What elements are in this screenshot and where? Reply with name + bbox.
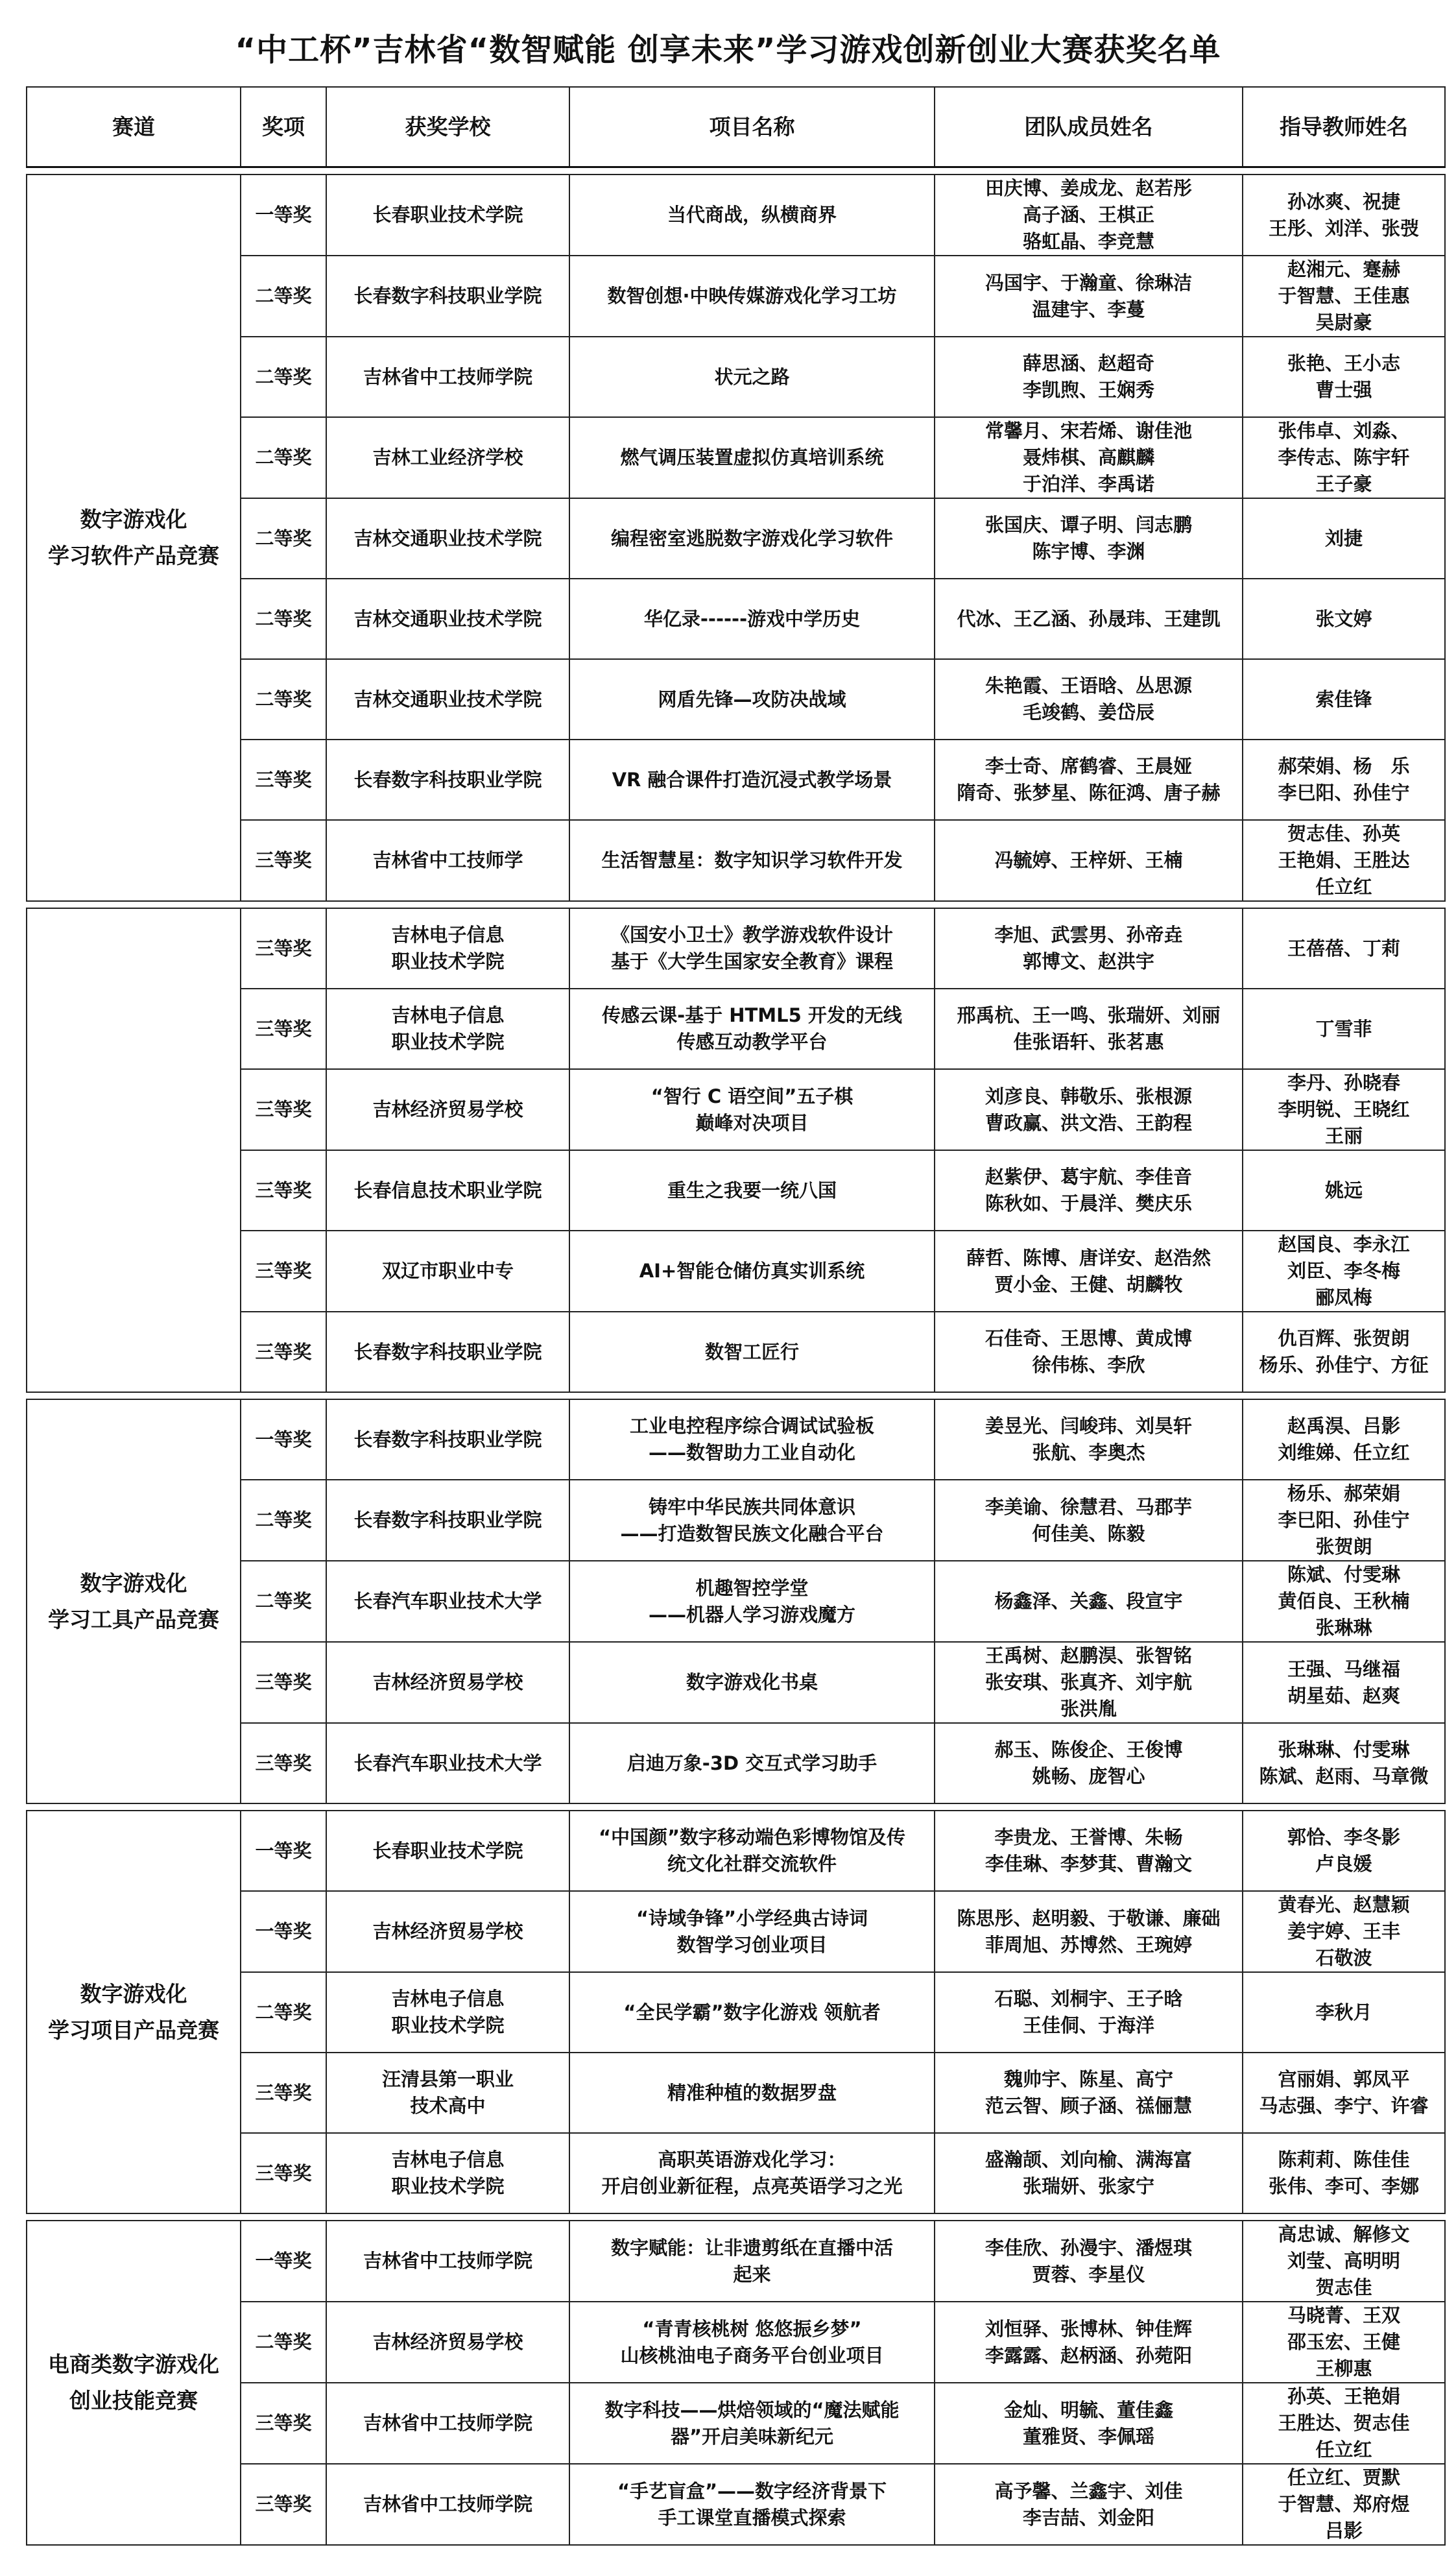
school-cell: 长春数字科技职业学院 <box>326 1312 569 1392</box>
project-cell: “青青核桃树 悠悠振乡梦” 山核桃油电子商务平台创业项目 <box>569 2302 935 2383</box>
award-cell: 三等奖 <box>241 1231 326 1312</box>
award-cell: 一等奖 <box>241 1891 326 1972</box>
header-members: 团队成员姓名 <box>935 87 1243 167</box>
advisors-cell: 张文婷 <box>1243 579 1445 659</box>
members-cell: 李士奇、席鹤睿、王晨娅 隋奇、张梦星、陈征鸿、唐子赫 <box>935 740 1243 820</box>
award-cell: 二等奖 <box>241 1480 326 1561</box>
members-cell: 石聪、刘桐宇、王子晗 王佳侗、于海洋 <box>935 1972 1243 2053</box>
award-cell: 三等奖 <box>241 2053 326 2133</box>
advisors-cell: 李丹、孙晓春 李明锐、王晓红 王丽 <box>1243 1069 1445 1150</box>
award-group <box>26 1399 1446 1804</box>
members-cell: 冯国宇、于瀚童、徐琳洁 温建宇、李蔓 <box>935 256 1243 337</box>
advisors-cell: 宫丽娟、郭凤平 马志强、李宁、许睿 <box>1243 2053 1445 2133</box>
table-row <box>27 175 1445 256</box>
school-cell: 吉林交通职业技术学院 <box>326 659 569 740</box>
members-cell: 金灿、明毓、董佳鑫 董雅贤、李佩瑶 <box>935 2383 1243 2464</box>
award-cell: 二等奖 <box>241 659 326 740</box>
award-cell: 二等奖 <box>241 579 326 659</box>
members-cell: 李贵龙、王誉博、朱畅 李佳琳、李梦萁、曹瀚文 <box>935 1811 1243 1891</box>
members-cell: 田庆博、姜成龙、赵若彤 高子涵、王棋正 骆虹晶、李竞慧 <box>935 175 1243 256</box>
header-row <box>27 87 1445 167</box>
project-cell: 《国安小卫士》教学游戏软件设计 基于《大学生国家安全教育》课程 <box>569 908 935 989</box>
school-cell: 汪清县第一职业 技术高中 <box>326 2053 569 2133</box>
project-cell: 生活智慧星：数字知识学习软件开发 <box>569 820 935 901</box>
school-cell: 长春汽车职业技术大学 <box>326 1723 569 1803</box>
track-cell: 数字游戏化 学习软件产品竞赛 <box>27 175 241 901</box>
members-cell: 薛思涵、赵超奇 李凯煦、王娴秀 <box>935 337 1243 417</box>
header-project: 项目名称 <box>569 87 935 167</box>
advisors-cell: 郝荣娟、杨 乐 李巳阳、孙佳宁 <box>1243 740 1445 820</box>
school-cell: 长春职业技术学院 <box>326 175 569 256</box>
project-cell: 启迪万象-3D 交互式学习助手 <box>569 1723 935 1803</box>
header-school: 获奖学校 <box>326 87 569 167</box>
school-cell: 吉林电子信息 职业技术学院 <box>326 1972 569 2053</box>
project-cell: 编程密室逃脱数字游戏化学习软件 <box>569 498 935 579</box>
award-cell: 三等奖 <box>241 820 326 901</box>
advisors-cell: 陈莉莉、陈佳佳 张伟、李可、李娜 <box>1243 2133 1445 2213</box>
members-cell: 杨鑫泽、关鑫、段宣宇 <box>935 1561 1243 1642</box>
school-cell: 吉林省中工技师学院 <box>326 337 569 417</box>
advisors-cell: 马晓菁、王双 邵玉宏、王健 王柳惠 <box>1243 2302 1445 2383</box>
project-cell: 数字赋能：让非遗剪纸在直播中活 起来 <box>569 2221 935 2302</box>
project-cell: “全民学霸”数字化游戏 领航者 <box>569 1972 935 2053</box>
award-cell: 二等奖 <box>241 1972 326 2053</box>
header-track: 赛道 <box>27 87 241 167</box>
advisors-cell: 张琳琳、付雯琳 陈斌、赵雨、马章微 <box>1243 1723 1445 1803</box>
advisors-cell: 赵禹淏、吕影 刘维娣、任立红 <box>1243 1399 1445 1480</box>
project-cell: “手艺盲盒”——数字经济背景下 手工课堂直播模式探索 <box>569 2464 935 2545</box>
advisors-cell: 丁雪菲 <box>1243 989 1445 1069</box>
award-group <box>26 2220 1446 2546</box>
header-advisors: 指导教师姓名 <box>1243 87 1445 167</box>
award-cell: 三等奖 <box>241 1069 326 1150</box>
table-row <box>27 1399 1445 1480</box>
project-cell: “诗域争锋”小学经典古诗词 数智学习创业项目 <box>569 1891 935 1972</box>
members-cell: 代冰、王乙涵、孙晟玮、王建凯 <box>935 579 1243 659</box>
award-group <box>26 1810 1446 2214</box>
project-cell: 传感云课-基于 HTML5 开发的无线 传感互动教学平台 <box>569 989 935 1069</box>
advisors-cell: 杨乐、郝荣娟 李巳阳、孙佳宁 张贺朗 <box>1243 1480 1445 1561</box>
members-cell: 刘彦良、韩敬乐、张根源 曹政赢、洪文浩、王韵程 <box>935 1069 1243 1150</box>
award-groups <box>26 174 1444 2546</box>
project-cell: 当代商战，纵横商界 <box>569 175 935 256</box>
school-cell: 吉林工业经济学校 <box>326 417 569 498</box>
project-cell: 数智工匠行 <box>569 1312 935 1392</box>
school-cell: 长春职业技术学院 <box>326 1811 569 1891</box>
table-row <box>27 2221 1445 2302</box>
school-cell: 长春数字科技职业学院 <box>326 740 569 820</box>
project-cell: 燃气调压装置虚拟仿真培训系统 <box>569 417 935 498</box>
award-cell: 三等奖 <box>241 1150 326 1231</box>
award-cell: 三等奖 <box>241 1312 326 1392</box>
members-cell: 盛瀚颉、刘向榆、满海富 张瑞妍、张家宁 <box>935 2133 1243 2213</box>
members-cell: 石佳奇、王思博、黄成博 徐伟栋、李欣 <box>935 1312 1243 1392</box>
school-cell: 吉林电子信息 职业技术学院 <box>326 908 569 989</box>
award-cell: 二等奖 <box>241 498 326 579</box>
award-cell: 三等奖 <box>241 989 326 1069</box>
members-cell: 朱艳霞、王语晗、丛思源 毛竣鹤、姜岱辰 <box>935 659 1243 740</box>
page-title: “中工杯”吉林省“数智赋能 创享未来”学习游戏创新创业大赛获奖名单 <box>235 32 1221 68</box>
members-cell: 魏帅宇、陈星、高宁 范云智、顾子涵、禚俪慧 <box>935 2053 1243 2133</box>
advisors-cell: 黄春光、赵慧颖 姜宇婷、王丰 石敬波 <box>1243 1891 1445 1972</box>
track-cell: 数字游戏化 学习工具产品竞赛 <box>27 1399 241 1803</box>
table-row <box>27 1811 1445 1891</box>
advisors-cell: 王蓓蓓、丁莉 <box>1243 908 1445 989</box>
members-cell: 李旭、武雲男、孙帝垚 郭博文、赵洪宇 <box>935 908 1243 989</box>
members-cell: 李美谕、徐慧君、马郡芋 何佳美、陈毅 <box>935 1480 1243 1561</box>
project-cell: 重生之我要一统八国 <box>569 1150 935 1231</box>
school-cell: 吉林交通职业技术学院 <box>326 498 569 579</box>
school-cell: 吉林省中工技师学 <box>326 820 569 901</box>
members-cell: 李佳欣、孙漫宇、潘煜琪 贾蓉、李星仪 <box>935 2221 1243 2302</box>
school-cell: 长春汽车职业技术大学 <box>326 1561 569 1642</box>
project-cell: 状元之路 <box>569 337 935 417</box>
advisors-cell: 张伟卓、刘淼、 李传志、陈宇轩 王子豪 <box>1243 417 1445 498</box>
members-cell: 刘恒驿、张博林、钟佳辉 李露露、赵柄涵、孙菀阳 <box>935 2302 1243 2383</box>
school-cell: 吉林电子信息 职业技术学院 <box>326 2133 569 2213</box>
school-cell: 吉林经济贸易学校 <box>326 1891 569 1972</box>
members-cell: 高予馨、兰鑫宇、刘佳 李吉喆、刘金阳 <box>935 2464 1243 2545</box>
track-cell: 电商类数字游戏化 创业技能竞赛 <box>27 2221 241 2545</box>
project-cell: AI+智能仓储仿真实训系统 <box>569 1231 935 1312</box>
award-cell: 三等奖 <box>241 2383 326 2464</box>
members-cell: 姜昱光、闫峻玮、刘昊轩 张航、李奥杰 <box>935 1399 1243 1480</box>
members-cell: 张国庆、谭子明、闫志鹏 陈宇博、李渊 <box>935 498 1243 579</box>
advisors-cell: 刘捷 <box>1243 498 1445 579</box>
project-cell: VR 融合课件打造沉浸式教学场景 <box>569 740 935 820</box>
project-cell: 工业电控程序综合调试试验板 ——数智助力工业自动化 <box>569 1399 935 1480</box>
school-cell: 吉林省中工技师学院 <box>326 2221 569 2302</box>
award-cell: 一等奖 <box>241 175 326 256</box>
award-cell: 二等奖 <box>241 337 326 417</box>
advisors-cell: 李秋月 <box>1243 1972 1445 2053</box>
project-cell: 铸牢中华民族共同体意识 ——打造数智民族文化融合平台 <box>569 1480 935 1561</box>
advisors-cell: 仇百辉、张贺朗 杨乐、孙佳宁、方征 <box>1243 1312 1445 1392</box>
advisors-cell: 任立红、贾默 于智慧、郑府煜 吕影 <box>1243 2464 1445 2545</box>
advisors-cell: 张艳、王小志 曹士强 <box>1243 337 1445 417</box>
members-cell: 郝玉、陈俊企、王俊博 姚畅、庞智心 <box>935 1723 1243 1803</box>
track-cell: 数字游戏化 学习项目产品竞赛 <box>27 1811 241 2213</box>
project-cell: 数字游戏化书桌 <box>569 1642 935 1723</box>
advisors-cell: 孙英、王艳娟 王胜达、贺志佳 任立红 <box>1243 2383 1445 2464</box>
school-cell: 吉林省中工技师学院 <box>326 2383 569 2464</box>
table-header <box>26 86 1446 168</box>
award-cell: 三等奖 <box>241 2133 326 2213</box>
project-cell: 机趣智控学堂 ——机器人学习游戏魔方 <box>569 1561 935 1642</box>
project-cell: 网盾先锋—攻防决战域 <box>569 659 935 740</box>
school-cell: 长春数字科技职业学院 <box>326 1399 569 1480</box>
school-cell: 吉林电子信息 职业技术学院 <box>326 989 569 1069</box>
project-cell: 数字科技——烘焙领域的“魔法赋能 器”开启美味新纪元 <box>569 2383 935 2464</box>
members-cell: 薛哲、陈博、唐详安、赵浩然 贾小金、王健、胡麟牧 <box>935 1231 1243 1312</box>
school-cell: 吉林经济贸易学校 <box>326 2302 569 2383</box>
award-cell: 二等奖 <box>241 1561 326 1642</box>
advisors-cell: 高忠诚、解修文 刘莹、高明明 贺志佳 <box>1243 2221 1445 2302</box>
advisors-cell: 郭恰、李冬影 卢良媛 <box>1243 1811 1445 1891</box>
project-cell: 精准种植的数据罗盘 <box>569 2053 935 2133</box>
project-cell: “中国颜”数字移动端色彩博物馆及传 统文化社群交流软件 <box>569 1811 935 1891</box>
advisors-cell: 孙冰爽、祝捷 王彤、刘洋、张弢 <box>1243 175 1445 256</box>
school-cell: 长春信息技术职业学院 <box>326 1150 569 1231</box>
school-cell: 吉林经济贸易学校 <box>326 1069 569 1150</box>
award-cell: 二等奖 <box>241 2302 326 2383</box>
award-cell: 一等奖 <box>241 1399 326 1480</box>
advisors-cell: 索佳锋 <box>1243 659 1445 740</box>
advisors-cell: 赵国良、李永江 刘臣、李冬梅 郦凤梅 <box>1243 1231 1445 1312</box>
members-cell: 常馨月、宋若烯、谢佳池 聂炜棋、高麒麟 于泊洋、李禹诺 <box>935 417 1243 498</box>
award-cell: 三等奖 <box>241 1642 326 1723</box>
advisors-cell: 赵湘元、蹇赫 于智慧、王佳惠 吴尉豪 <box>1243 256 1445 337</box>
members-cell: 赵紫伊、葛宇航、李佳音 陈秋如、于晨洋、樊庆乐 <box>935 1150 1243 1231</box>
award-cell: 三等奖 <box>241 2464 326 2545</box>
award-cell: 一等奖 <box>241 2221 326 2302</box>
header-award: 奖项 <box>241 87 326 167</box>
school-cell: 双辽市职业中专 <box>326 1231 569 1312</box>
award-cell: 二等奖 <box>241 256 326 337</box>
project-cell: 数智创想·中映传媒游戏化学习工坊 <box>569 256 935 337</box>
award-list <box>26 86 1444 2546</box>
school-cell: 吉林交通职业技术学院 <box>326 579 569 659</box>
members-cell: 陈思彤、赵明毅、于敬谦、廉础 菲周旭、苏博然、王琬婷 <box>935 1891 1243 1972</box>
award-cell: 三等奖 <box>241 1723 326 1803</box>
advisors-cell: 贺志佳、孙英 王艳娟、王胜达 任立红 <box>1243 820 1445 901</box>
award-cell: 三等奖 <box>241 908 326 989</box>
advisors-cell: 王强、马继福 胡星茹、赵爽 <box>1243 1642 1445 1723</box>
members-cell: 邢禹杭、王一鸣、张瑞妍、刘丽 佳张语轩、张茗惠 <box>935 989 1243 1069</box>
award-cell: 二等奖 <box>241 417 326 498</box>
award-cell: 三等奖 <box>241 740 326 820</box>
school-cell: 吉林经济贸易学校 <box>326 1642 569 1723</box>
table-row <box>27 908 1445 989</box>
school-cell: 长春数字科技职业学院 <box>326 1480 569 1561</box>
award-group <box>26 174 1446 902</box>
project-cell: 华亿录------游戏中学历史 <box>569 579 935 659</box>
advisors-cell: 陈斌、付雯琳 黄佰良、王秋楠 张琳琳 <box>1243 1561 1445 1642</box>
members-cell: 王禹树、赵鹏淏、张智铭 张安琪、张真齐、刘宇航 张洪胤 <box>935 1642 1243 1723</box>
award-cell: 一等奖 <box>241 1811 326 1891</box>
school-cell: 吉林省中工技师学院 <box>326 2464 569 2545</box>
members-cell: 冯毓婷、王梓妍、王楠 <box>935 820 1243 901</box>
project-cell: “智行 C 语空间”五子棋 巅峰对决项目 <box>569 1069 935 1150</box>
school-cell: 长春数字科技职业学院 <box>326 256 569 337</box>
advisors-cell: 姚远 <box>1243 1150 1445 1231</box>
project-cell: 高职英语游戏化学习： 开启创业新征程，点亮英语学习之光 <box>569 2133 935 2213</box>
track-cell <box>27 908 241 1392</box>
award-group <box>26 908 1446 1393</box>
